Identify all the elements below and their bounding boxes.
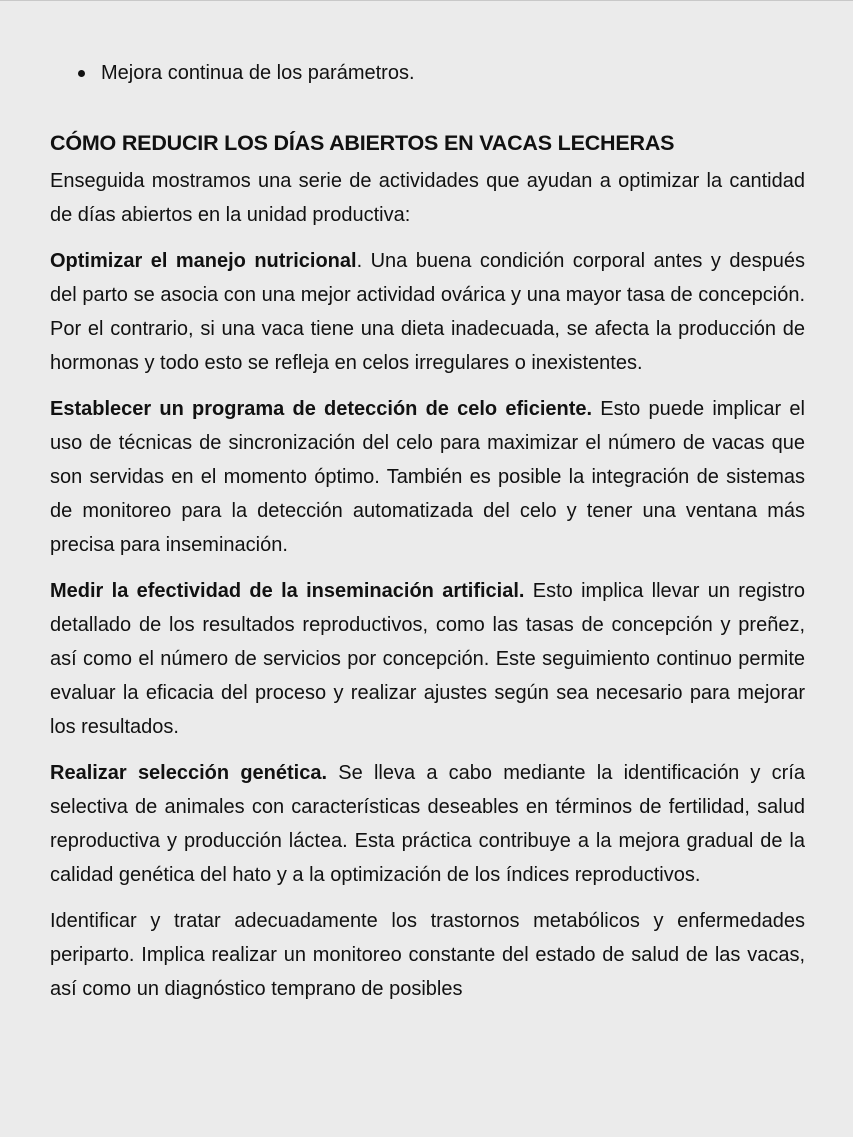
paragraph-genetic-selection <box>50 756 805 892</box>
bullet-dot-icon <box>78 70 85 77</box>
paragraph-text: Identificar y tratar adecuadamente los trastornos metabólicos y enfermedades periparto. Implica realizar un monitoreo constante del estado de salud de las vacas, así como un diagnóstico temprano de posibles <box>50 910 805 1000</box>
paragraph-text: Esto implica llevar un registro detallado de los resultados reproductivos, como las tasas de concepción y preñez, así como el número de servicios por concepción. Este seguimiento continuo permite evaluar la eficacia del proceso y realizar ajustes según sea necesario para mejorar los resultados. <box>50 580 805 738</box>
paragraph-text: Se lleva a cabo mediante la identificación y cría selectiva de animales con características deseables en términos de fertilidad, salud reproductiva y producción láctea. Esta práctica contribuye a la mejora gradual de la calidad genética del hato y a la optimización de los índices reproductivos. <box>50 762 805 886</box>
paragraph-bold-lead: Establecer un programa de detección de celo eficiente. <box>50 398 593 420</box>
paragraph-insemination <box>50 574 805 744</box>
paragraph-nutrition <box>50 244 805 380</box>
intro-paragraph: Enseguida mostramos una serie de actividades que ayudan a optimizar la cantidad de días abiertos en la unidad productiva: <box>50 170 805 226</box>
section-heading: CÓMO REDUCIR LOS DÍAS ABIERTOS EN VACAS LECHERAS <box>50 131 675 155</box>
document-body <box>50 129 805 1018</box>
paragraph-metabolic-disorders <box>50 904 805 1006</box>
bullet-text: Mejora continua de los parámetros. <box>101 62 415 84</box>
bullet-item <box>76 60 805 86</box>
paragraph-text: . Una buena condición corporal antes y después del parto se asocia con una mejor actividad ovárica y una mayor tasa de concepción. Por el contrario, si una vaca tiene una dieta inadecuada, se afecta la producción de hormonas y todo esto se refleja en celos irregulares o inexistentes. <box>50 250 805 374</box>
bullet-list <box>76 60 805 86</box>
paragraph-bold-lead: Medir la efectividad de la inseminación artificial. <box>50 580 525 602</box>
document-page <box>0 1 853 1137</box>
paragraph-bold-lead: Optimizar el manejo nutricional <box>50 250 357 272</box>
paragraph-bold-lead: Realizar selección genética. <box>50 762 328 784</box>
paragraph-heat-detection <box>50 392 805 562</box>
paragraph-text: Esto puede implicar el uso de técnicas de sincronización del celo para maximizar el número de vacas que son servidas en el momento óptimo. También es posible la integración de sistemas de monitoreo para la detección automatizada del celo y tener una ventana más precisa para inseminación. <box>50 398 805 556</box>
